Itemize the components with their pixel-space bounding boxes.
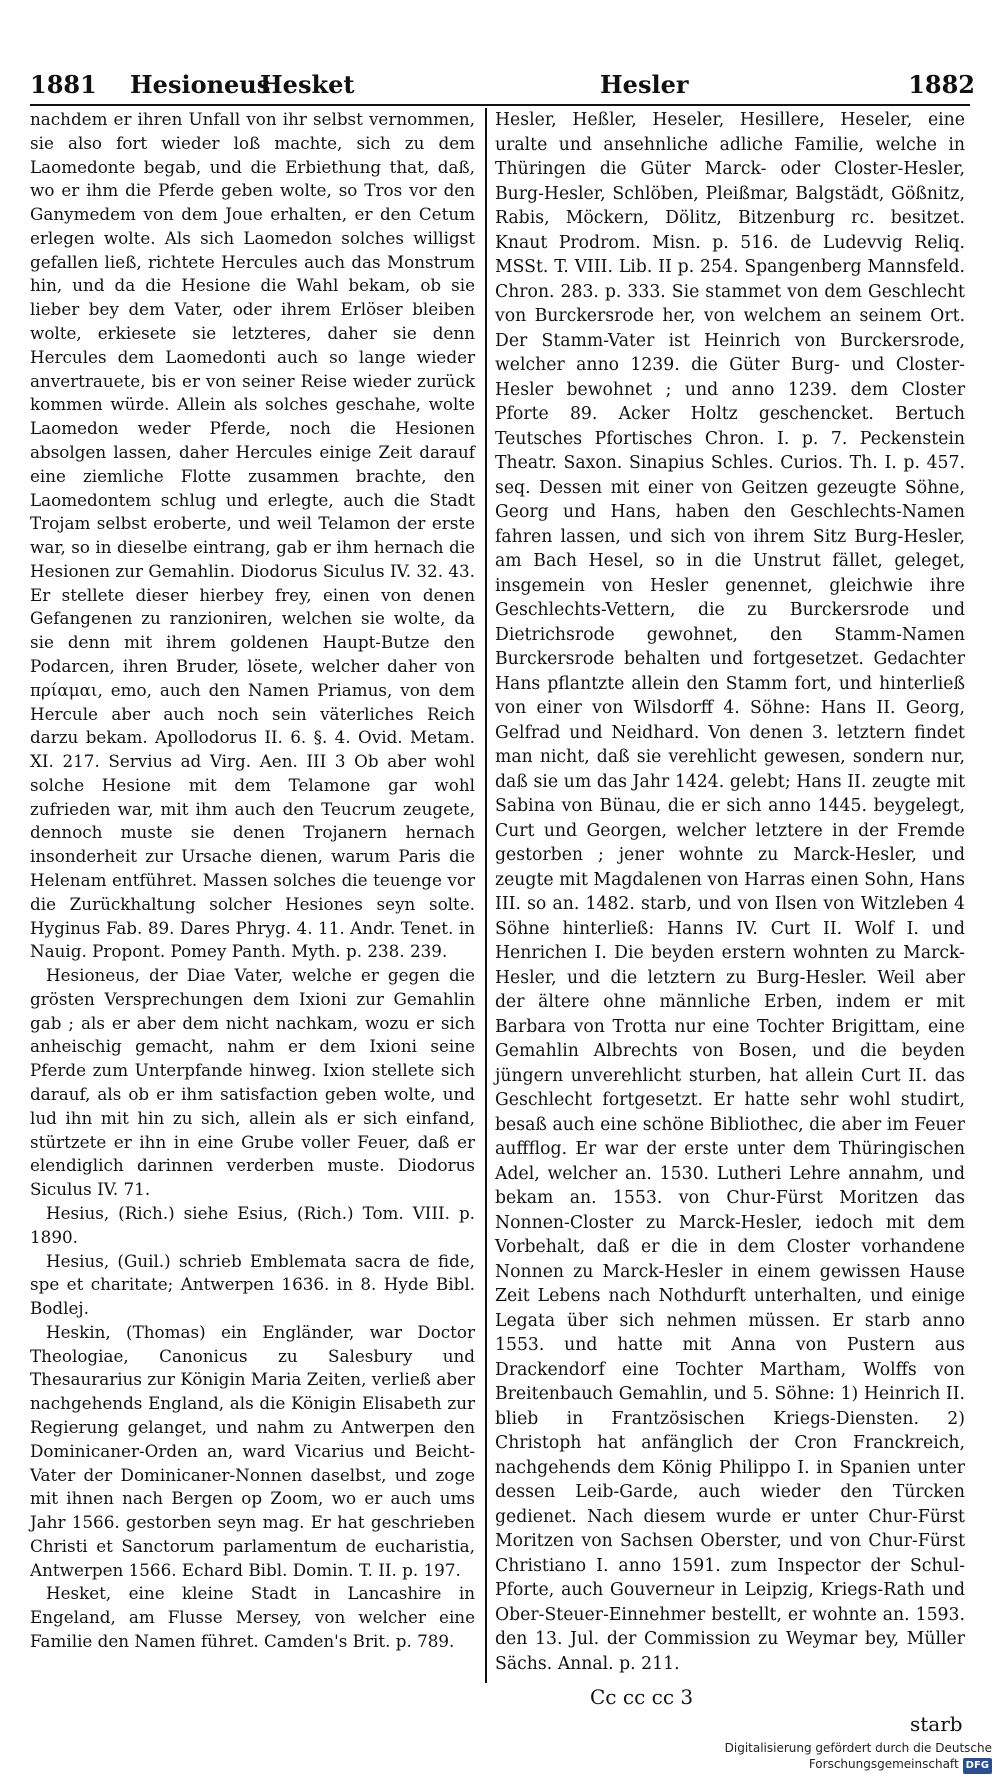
- left-page-header: [30, 68, 470, 102]
- dfg-logo: DFG: [963, 1758, 992, 1774]
- entry-hesione-continued: nachdem er ihren Unfall von ihr selbst vernommen, sie also fort wieder loß machte, sich zu dem Laomedonte begab, und die Erbiethung that, daß, wo er ihm die Pferde geben wolte, so Tros vor den Ganymedem von dem Joue erhalten, er den Cetum erlegen wolte. Als sich Laomedon solches willigst gefallen ließ, richtete Hercules auch das Monstrum hin, und da die Hesione die Wahl bekam, ob sie lieber bey dem Vater, oder ihrem Erlöser bleiben wolte, erkiesete sie letzteres, daher sie denn Hercules dem Laomedonti auch so lange wieder anvertrauete, bis er von seiner Reise wieder zurück kommen würde. Allein als solches geschahe, wolte Laomedon weder Pferde, noch die Hesionen absolgen lassen, daher Hercules einige Zeit darauf eine ziemliche Flotte zusammen brachte, den Laomedontem schlug und erlegte, auch die Stadt Trojam selbst eroberte, und weil Telamon der erste war, so in dieselbe eintrang, gab er ihm hernach die Hesionen zur Gemahlin. Diodorus Siculus IV. 32. 43. Er stellete dieser hierbey frey, einen von denen Gefangenen zu ranzioniren, welchen sie wolte, da sie denn mit ihrem goldenen Haupt-Butze den Podarcen, ihren Bruder, lösete, welcher daher von πρίαμαι, emo, auch den Namen Priamus, von dem Hercule aber auch noch sein väterliches Reich darzu bekam. Apollodorus II. 6. §. 4. Ovid. Metam. XI. 217. Servius ad Virg. Aen. III 3 Ob aber wohl solche Hesione mit dem Telamone gar wohl zufrieden war, mit ihm auch den Teucrum zeugete, dennoch muste sie denen Trojanern hernach insonderheit zur Ursache dienen, warum Paris die Helenam entführet. Massen solches die teuenge vor die Zurückhaltung solcher Hesiones seyn solte. Hyginus Fab. 89. Dares Phryg. 4. 11. Andr. Tenet. in Nauig. Propont. Pomey Panth. Myth. p. 238. 239.: [30, 109, 475, 962]
- left-column: [30, 108, 475, 1654]
- column-divider: [485, 108, 487, 1683]
- right-column: [495, 108, 965, 1676]
- left-header-keyword-1: Hesioneus: [130, 70, 271, 99]
- header-rule: [30, 104, 970, 106]
- signature-mark: Cc cc cc 3: [590, 1685, 694, 1709]
- entry-hesket: Hesket, eine kleine Stadt in Lancashire in Engeland, am Flusse Mersey, von welcher eine Familie den Namen führet. Camden's Brit. p. 789.: [30, 1583, 475, 1651]
- digitization-credit: [620, 1740, 992, 1774]
- right-header-keyword: Hesler: [600, 70, 689, 99]
- entry-hesius-rich: Hesius, (Rich.) siehe Esius, (Rich.) Tom. VIII. p. 1890.: [30, 1202, 475, 1247]
- credit-text: Digitalisierung gefördert durch die Deutsche Forschungsgemeinschaft: [724, 1741, 992, 1771]
- right-page-number: 1882: [908, 70, 975, 99]
- entry-heskin: Heskin, (Thomas) ein Engländer, war Doctor Theologiae, Canonicus zu Salesbury und Thesaurarius zur Königin Maria Zeiten, verließ aber nachgehends England, als die Königin Elisabeth zur Regierung gelanget, und nahm zu Antwerpen den Dominicaner-Orden an, ward Vicarius und Beicht-Vater der Dominicaner-Nonnen daselbst, und zoge mit ihnen nach Bergen op Zoom, wo er auch ums Jahr 1566. gestorben seyn mag. Er hat geschrieben Christi et Sanctorum parlamentum de eucharistia, Antwerpen 1566. Echard Bibl. Domin. T. II. p. 197.: [30, 1321, 475, 1580]
- entry-hesler: Hesler, Heßler, Heseler, Hesillere, Heseler, eine uralte und ansehnliche adliche Familie, welche in Thüringen die Güter Marck- oder Closter-Hesler, Burg-Hesler, Schlöben, Pleißmar, Balgstädt, Gößnitz, Rabis, Möckern, Dölitz, Bitzenburg rc. besitzet. Knaut Prodrom. Misn. p. 516. de Ludevvig Reliq. MSSt. T. VIII. Lib. II p. 254. Spangenberg Mannsfeld. Chron. 283. p. 333. Sie stammet von dem Geschlecht von Burckersrode her, von welchem an seinem Ort. Der Stamm-Vater ist Heinrich von Burckersrode, welcher anno 1239. die Güter Burg- und Closter-Hesler bewohnet ; und anno 1239. dem Closter Pforte 89. Acker Holtz geschencket. Bertuch Teutsches Pfortisches Chron. I. p. 7. Peckenstein Theatr. Saxon. Sinapius Schles. Curios. Th. I. p. 457. seq. Dessen mit einer von Geitzen gezeugte Söhne, Georg und Hans, haben den Geschlechts-Namen fahren lassen, und sich von ihrem Sitz Burg-Hesler, am Bach Hesel, so in die Unstrut fället, geleget, insgemein von Hesler genennet, gleichwie ihre Geschlechts-Vettern, die zu Burckersrode und Dietrichsrode gewohnet, den Stamm-Namen Burckersrode behalten und fortgesetzet. Gedachter Hans pflantzte allein den Stamm fort, und hinterließ von einer von Wilsdorff 4. Söhne: Hans II. Georg, Gelfrad und Neidhard. Von denen 3. letztern findet man nicht, daß sie verehlicht gewesen, sondern nur, daß sie um das Jahr 1424. gelebt; Hans II. zeugte mit Sabina von Bünau, die er sich anno 1445. beygelegt, Curt und Georgen, welcher letztere in der Fremde gestorben ; jener wohnte zu Marck-Hesler, und zeugte mit Magdalenen von Harras einen Sohn, Hans III. so an. 1482. starb, und von Ilsen von Witzleben 4 Söhne hinterließ: Hanns IV. Curt II. Wolf I. und Henrichen I. Die beyden erstern wohnten zu Marck-Hesler, und die letztern zu Burg-Hesler. Weil aber der ältere ohne männliche Erben, indem er mit Barbara von Trotta nur eine Tochter Brigittam, eine Gemahlin Albrechts von Bosen, und die beyden jüngern unverehlicht sturben, hat allein Curt II. das Geschlecht fortgesetzt. Er hatte sehr wohl studirt, besaß auch eine schöne Bibliothec, die aber im Feuer auffflog. Er war der erste unter dem Thüringischen Adel, welcher an. 1530. Lutheri Lehre annahm, und bekam an. 1553. von Chur-Fürst Moritzen das Nonnen-Closter zu Marck-Hesler, iedoch mit dem Vorbehalt, daß er die in dem Closter vorhandene Nonnen zu Marck-Hesler in einem gewissen Hause Zeit Lebens nach Nothdurft unterhalten, und einige Legata über sich nehmen müssen. Er starb anno 1553. und hatte mit Anna von Pustern aus Drackendorf eine Tochter Martham, Wolffs von Breitenbauch Gemahlin, und 5. Söhne: 1) Heinrich II. blieb in Frantzösischen Kriegs-Diensten. 2) Christoph hat anfänglich der Cron Franckreich, nachgehends dem König Philippo I. in Spanien unter dessen Leib-Garde, auch wieder den Türcken gedienet. Nach diesem wurde er unter Chur-Fürst Moritzen von Sachsen Oberster, und von Chur-Fürst Christiano I. anno 1591. zum Inspector der Schul-Pforte, auch Gouverneur in Leipzig, Kriegs-Rath und Ober-Steuer-Einnehmer bestellt, er wohnte an. 1593. den 13. Jul. der Commission zu Weymar bey, Müller Sächs. Annal. p. 211.: [495, 110, 965, 1674]
- entry-hesius-guil: Hesius, (Guil.) schrieb Emblemata sacra de fide, spe et charitate; Antwerpen 1636. in 8. Hyde Bibl. Bodlej.: [30, 1250, 475, 1319]
- catchword: starb: [910, 1712, 963, 1736]
- entry-hesioneus: Hesioneus, der Diae Vater, welche er gegen die grösten Versprechungen dem Ixioni zur Gemahlin gab ; als er aber dem nicht nachkam, wozu er sich anheischig gemacht, nahm er dem Ixioni seine Pferde zum Unterpfande hinweg. Ixion stellete sich darauf, als ob er ihm satisfaction geben wolte, und lud ihn mit hin zu sich, allein als er sich einfand, stürtzete er ihn in eine Grube voller Feuer, daß er elendiglich darinnen verderben muste. Diodorus Siculus IV. 71.: [30, 965, 475, 1200]
- right-page-header: [480, 68, 980, 102]
- left-header-keyword-2: Hesket: [260, 70, 355, 99]
- left-page-number: 1881: [30, 70, 97, 99]
